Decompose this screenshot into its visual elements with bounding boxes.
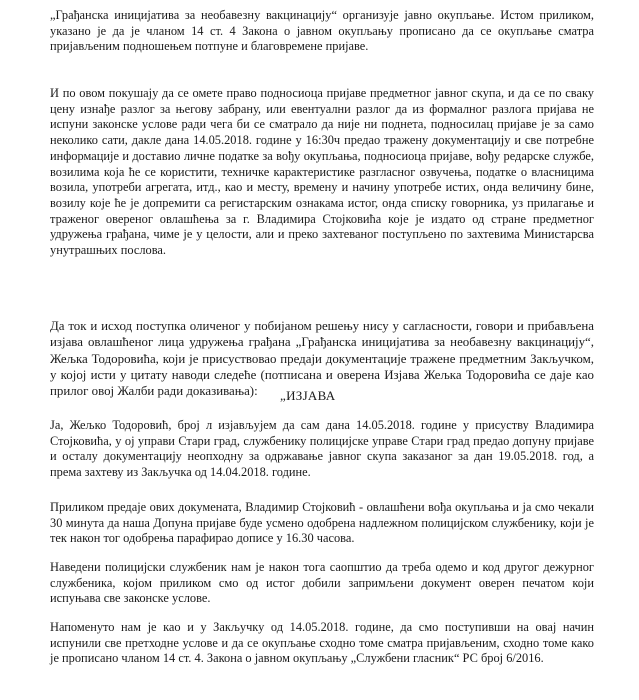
statement-p1-mid: изјављујем да сам дана 14.05.2018. године у присуству Владимира Стојковића, у (50, 418, 594, 448)
statement-p1-start: Ја, Жељко Тодоровић, број л (50, 418, 213, 432)
paragraph-3: Да ток и исход поступка оличеног у побијаном решењу нису у сагласности, говори и прибављена изјава овлашћеног лица удружења грађана „Грађанска иницијатива за необавезну вакцинацију“, Жељка Тодоровића, који је присуствовао предаји документације тражене предметним Закључком, у којој исти у цитату наводи следеће (потписана и оверена Изјава Жељка Тодоровића се даје као прилог овој Жалби ради доказивања): (50, 319, 594, 399)
paragraph-2: И по овом покушају да се омете право подносиоца пријаве предметног јавног скупа, и да се по сваку цену изнађе разлог за његову забрану, или евентуални разлог да из формалног разлога пријава не испуни законске услове ради чега би се сматрало да није ни поднета, подносилац пријаве је за само неколико сати, дакле дана 14.05.2018. године у 16:30ч предао тражену документацију и све потребне информације и доставио личне податке за вођу окупљања, подносиоца пријаве, вођу редарске службе, возилима која ће се користити, техничке карактеристике разгласног озвучења, податке о власницима возила, употреби агрегата, итд., као и месту, времену и начину употребе истих, онда величину бине, возилу које ће је допремити са регистарским ознакама истог, онда списку говорника, уз прилагање и траженог овереног овлашћења за г. Владимира Стојковића које је издато од стране предметног удружења грађана, чиме је у целости, али и преко захтеваног поступљено по захтевима Министарсва унутрашњих послова. (50, 86, 594, 258)
statement-paragraph-2: Приликом предаје ових докумената, Владимир Стојковић - овлашћени вођа окупљања и ја смо чекали 30 минута да наша Допуна пријаве буде усмено одобрена надлежном полицијском службенику, који је тек након тог одобрења парафирао дописе у 16.30 часова. (50, 500, 594, 546)
statement-heading: „ИЗЈАВА (280, 388, 336, 403)
statement-paragraph-3: Наведени полицијски службеник нам је након тога саопштио да треба одемо и код другог дежурног службеника, којом приликом смо од истог добили запримљени документ оверен печатом који испуњава све законске услове. (50, 560, 594, 606)
statement-paragraph-1 (50, 418, 594, 481)
statement-paragraph-4: Напоменуто нам је као и у Закључку од 14.05.2018. године, да смо поступивши на овај начин испунили све претходне услове и да се окупљање сходно томе сматра пријављеним, сходно томе како је прописано чланом 14 ст. 4. Закона о јавном окупљању „Службени гласник“ РС број 6/2016. (50, 620, 594, 666)
statement-p1-end: ој управи Стари град, службенику полицијске управе Стари град предао допуну пријаве и осталу документацију неопходну за одржавање јавног скупа заказаног за дан 19.05.2018. год, а према захтеву из Закључка од 14.04.2018. године. (50, 433, 594, 480)
paragraph-1: „Грађанска иницијатива за необавезну вакцинацију“ организује јавно окупљање. Истом приликом, указано је да је чланом 14 ст. 4 Закона о јавном окупљању прописано да се окупљање сматра пријављеним подношењем потпуне и благовремене пријаве. (50, 8, 594, 54)
